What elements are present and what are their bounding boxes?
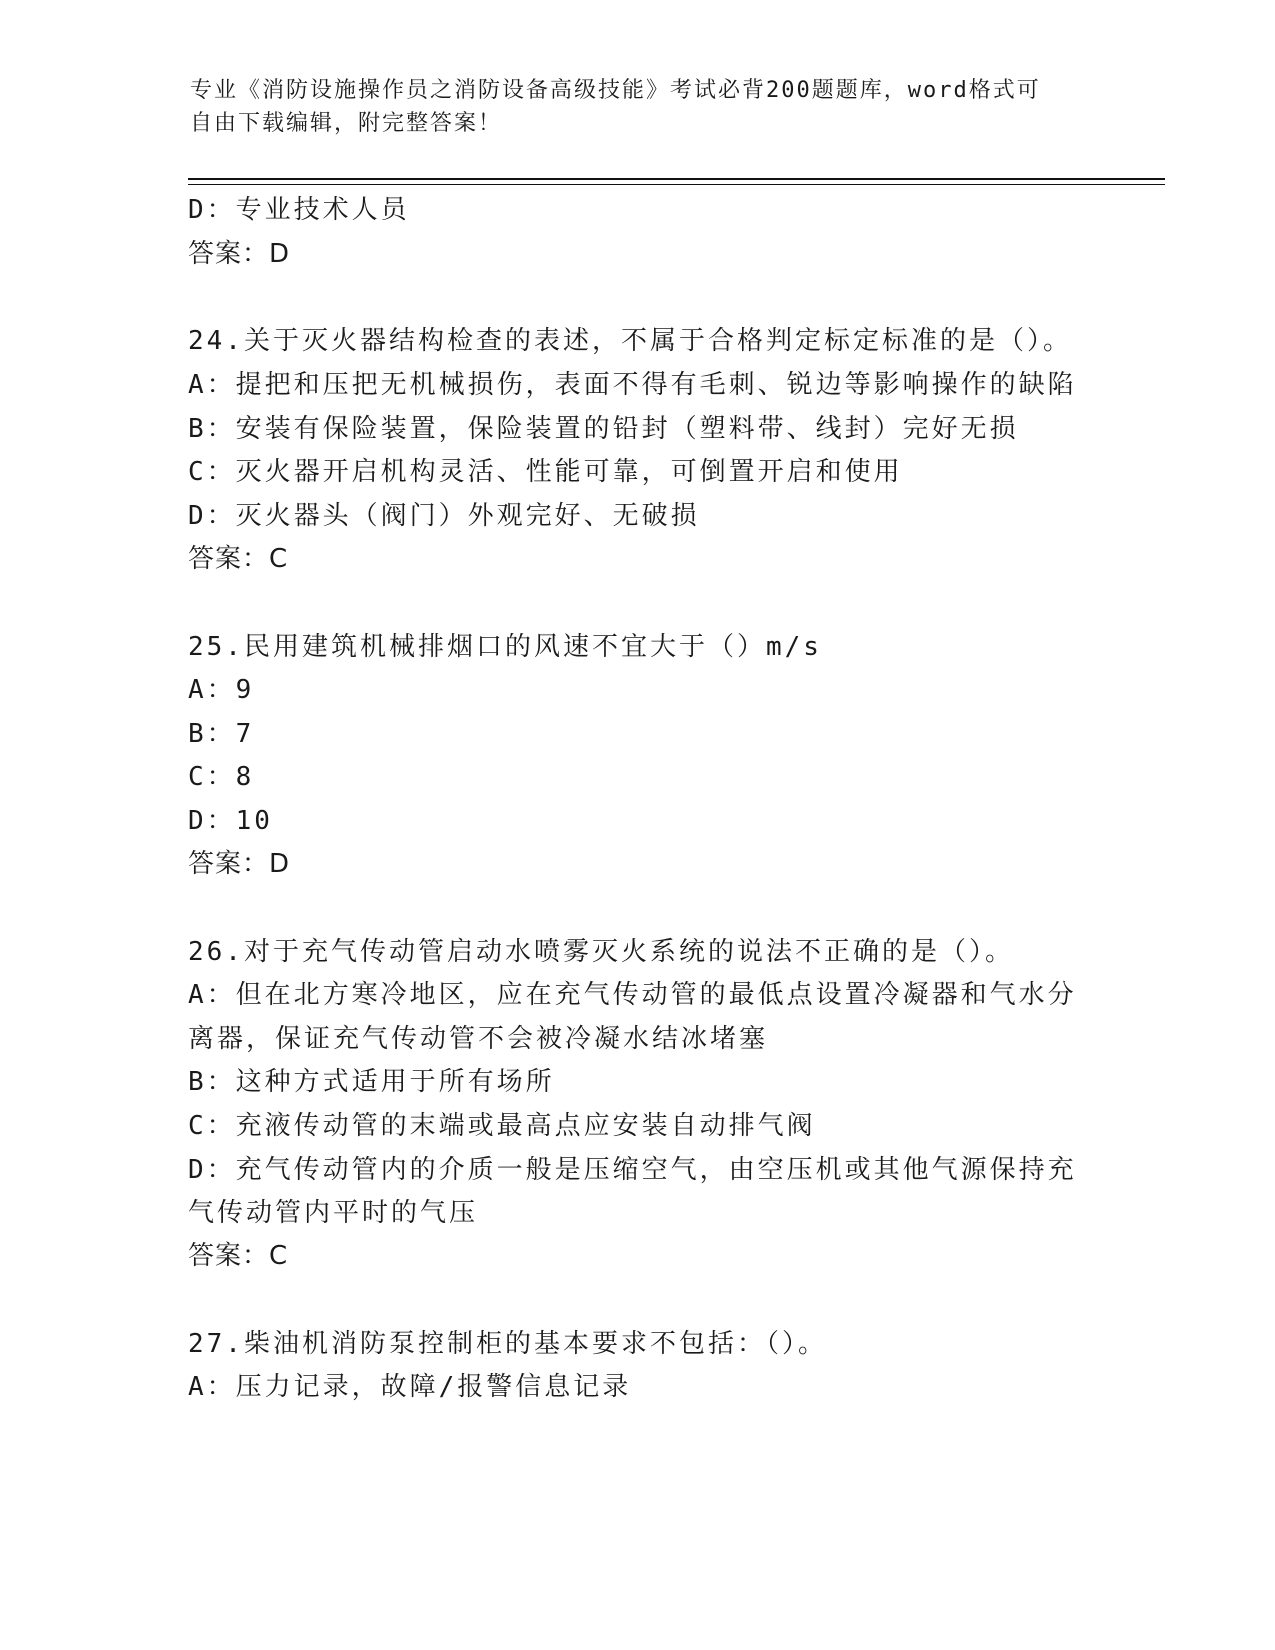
option-d: D：专业技术人员 bbox=[188, 195, 410, 225]
header-divider-thin bbox=[188, 184, 1165, 185]
option-c: C：8 bbox=[188, 762, 255, 792]
option-a: A：压力记录，故障/报警信息记录 bbox=[188, 1372, 632, 1402]
answer-line: 答案：C bbox=[188, 1241, 289, 1271]
option-d: D：10 bbox=[188, 806, 273, 836]
header-divider-thick bbox=[188, 178, 1165, 180]
option-a: A：9 bbox=[188, 675, 255, 705]
question-26: 26.对于充气传动管启动水喷雾灭火系统的说法不正确的是（）。 bbox=[188, 937, 1014, 967]
option-b: B：安装有保险装置，保险装置的铅封（塑料带、线封）完好无损 bbox=[188, 414, 1019, 444]
option-b: B：这种方式适用于所有场所 bbox=[188, 1067, 555, 1097]
option-a: A：但在北方寒冷地区，应在充气传动管的最低点设置冷凝器和气水分 bbox=[188, 980, 1077, 1010]
option-c: C：灭火器开启机构灵活、性能可靠，可倒置开启和使用 bbox=[188, 457, 903, 487]
header-line-1: 专业《消防设施操作员之消防设备高级技能》考试必背200题题库，word格式可 bbox=[190, 78, 1041, 103]
option-a: A：提把和压把无机械损伤，表面不得有毛刺、锐边等影响操作的缺陷 bbox=[188, 370, 1077, 400]
answer-line: 答案：D bbox=[188, 239, 291, 269]
option-a-continued: 离器，保证充气传动管不会被冷凝水结冰堵塞 bbox=[188, 1024, 769, 1054]
question-27: 27.柴油机消防泵控制柜的基本要求不包括：（）。 bbox=[188, 1329, 827, 1359]
header-line-2: 自由下载编辑，附完整答案！ bbox=[190, 111, 503, 136]
answer-line: 答案：D bbox=[188, 849, 291, 879]
document-header bbox=[190, 74, 1090, 140]
option-d: D：灭火器头（阀门）外观完好、无破损 bbox=[188, 501, 700, 531]
option-d: D：充气传动管内的介质一般是压缩空气，由空压机或其他气源保持充 bbox=[188, 1155, 1077, 1185]
option-d-continued: 气传动管内平时的气压 bbox=[188, 1198, 479, 1228]
question-25: 25.民用建筑机械排烟口的风速不宜大于（）m/s bbox=[188, 632, 822, 662]
option-c: C：充液传动管的末端或最高点应安装自动排气阀 bbox=[188, 1111, 816, 1141]
option-b: B：7 bbox=[188, 719, 255, 749]
question-24: 24.关于灭火器结构检查的表述，不属于合格判定标定标准的是（）。 bbox=[188, 326, 1072, 356]
answer-line: 答案：C bbox=[188, 544, 289, 574]
